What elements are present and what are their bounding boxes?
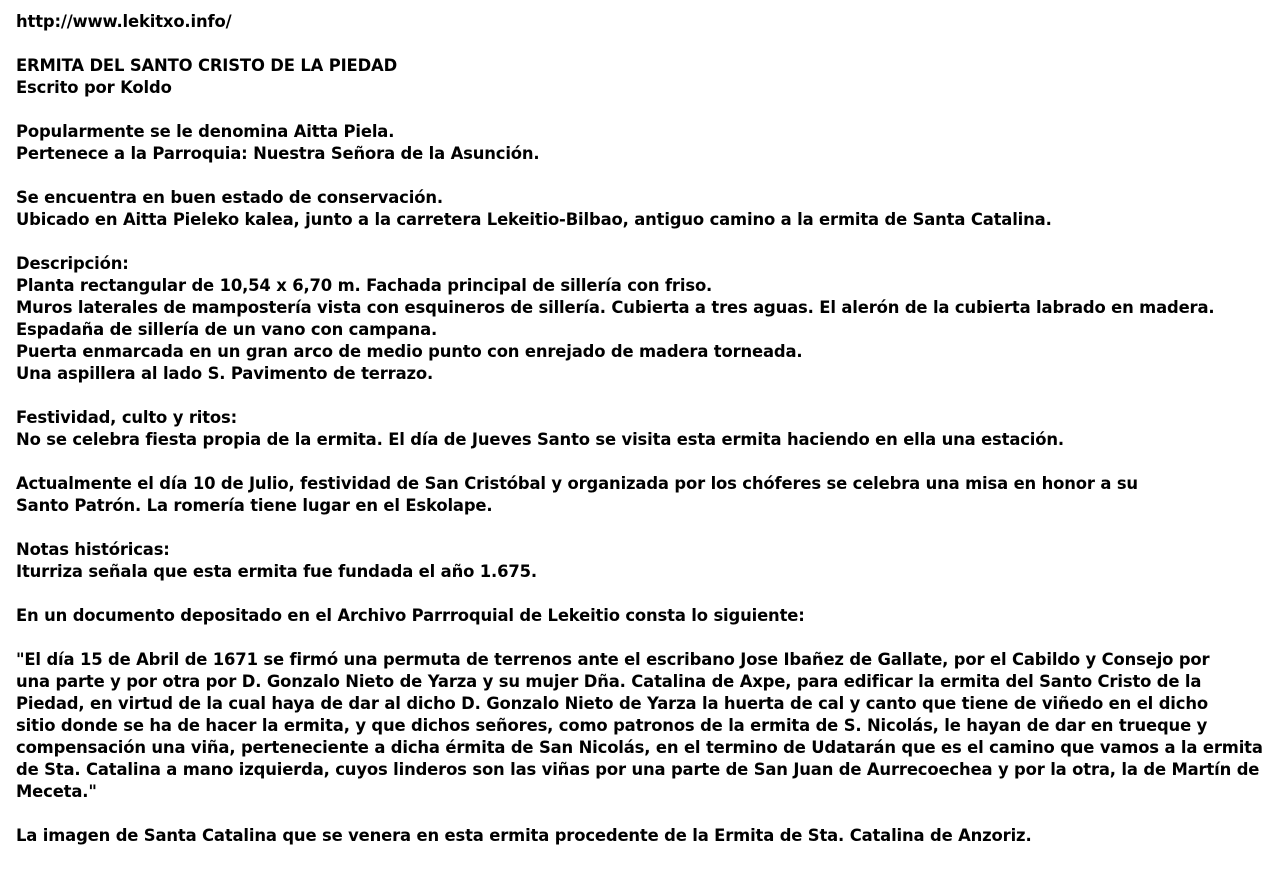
source-url-link[interactable]: http://www.lekitxo.info/ [16, 12, 232, 31]
spacer [16, 99, 1256, 121]
page-title: ERMITA DEL SANTO CRISTO DE LA PIEDAD [16, 56, 398, 75]
quote-line: compensación una viña, perteneciente a dicha érmita de San Nicolás, en el termino de Udatarán que es el camino que vamos a la ermita [16, 738, 1263, 757]
spacer [16, 451, 1256, 473]
location-line: Se encuentra en buen estado de conservación. [16, 188, 443, 207]
history-heading: Notas históricas: [16, 540, 170, 559]
description-line: Puerta enmarcada en un gran arco de medio punto con enrejado de madera torneada. [16, 342, 803, 361]
quote-line: de Sta. Catalina a mano izquierda, cuyos linderos son las viñas por una parte de San Juan de Aurrecoechea y por la otra, la de Martín de [16, 760, 1260, 779]
quote-line: una parte y por otra por D. Gonzalo Nieto de Yarza y su mujer Dña. Catalina de Axpe, para edificar la ermita del Santo Cristo de la [16, 672, 1202, 691]
intro-line: Popularmente se le denomina Aitta Piela. [16, 122, 395, 141]
description-line: Planta rectangular de 10,54 x 6,70 m. Fachada principal de sillería con friso. [16, 276, 713, 295]
closing-line: La imagen de Santa Catalina que se venera en esta ermita procedente de la Ermita de Sta. Catalina de Anzoriz. [16, 826, 1032, 845]
quote-line: "El día 15 de Abril de 1671 se firmó una permuta de terrenos ante el escribano Jose Ibañez de Gallate, por el Cabildo y Consejo por [16, 650, 1210, 669]
document-page [16, 11, 1263, 847]
festivity-line: No se celebra fiesta propia de la ermita. El día de Jueves Santo se visita esta ermita haciendo en ella una estación. [16, 430, 1064, 449]
quote-line: sitio donde se ha de hacer la ermita, y que dichos señores, como patronos de la ermita de S. Nicolás, le hayan de dar en trueque y [16, 716, 1208, 735]
description-line: Muros laterales de mampostería vista con esquineros de sillería. Cubierta a tres aguas. El alerón de la cubierta labrado en madera. [16, 298, 1215, 317]
spacer [16, 33, 1256, 55]
spacer [16, 385, 1256, 407]
spacer [16, 517, 1256, 539]
author-byline: Escrito por Koldo [16, 78, 172, 97]
location-line: Ubicado en Aitta Pieleko kalea, junto a la carretera Lekeitio-Bilbao, antiguo camino a la ermita de Santa Catalina. [16, 210, 1052, 229]
spacer [16, 165, 1256, 187]
spacer [16, 803, 1256, 825]
current-line: Santo Patrón. La romería tiene lugar en el Eskolape. [16, 496, 493, 515]
festivity-heading: Festividad, culto y ritos: [16, 408, 238, 427]
spacer [16, 231, 1256, 253]
current-line: Actualmente el día 10 de Julio, festividad de San Cristóbal y organizada por los chóferes se celebra una misa en honor a su [16, 474, 1138, 493]
quote-line: Meceta." [16, 782, 97, 801]
description-heading: Descripción: [16, 254, 129, 273]
document-intro: En un documento depositado en el Archivo Parrroquial de Lekeitio consta lo siguiente: [16, 606, 805, 625]
description-line: Una aspillera al lado S. Pavimento de terrazo. [16, 364, 434, 383]
description-line: Espadaña de sillería de un vano con campana. [16, 320, 438, 339]
history-line: Iturriza señala que esta ermita fue fundada el año 1.675. [16, 562, 537, 581]
spacer [16, 627, 1256, 649]
spacer [16, 583, 1256, 605]
quote-line: Piedad, en virtud de la cual haya de dar al dicho D. Gonzalo Nieto de Yarza la huerta de cal y canto que tiene de viñedo en el dicho [16, 694, 1208, 713]
intro-line: Pertenece a la Parroquia: Nuestra Señora de la Asunción. [16, 144, 540, 163]
